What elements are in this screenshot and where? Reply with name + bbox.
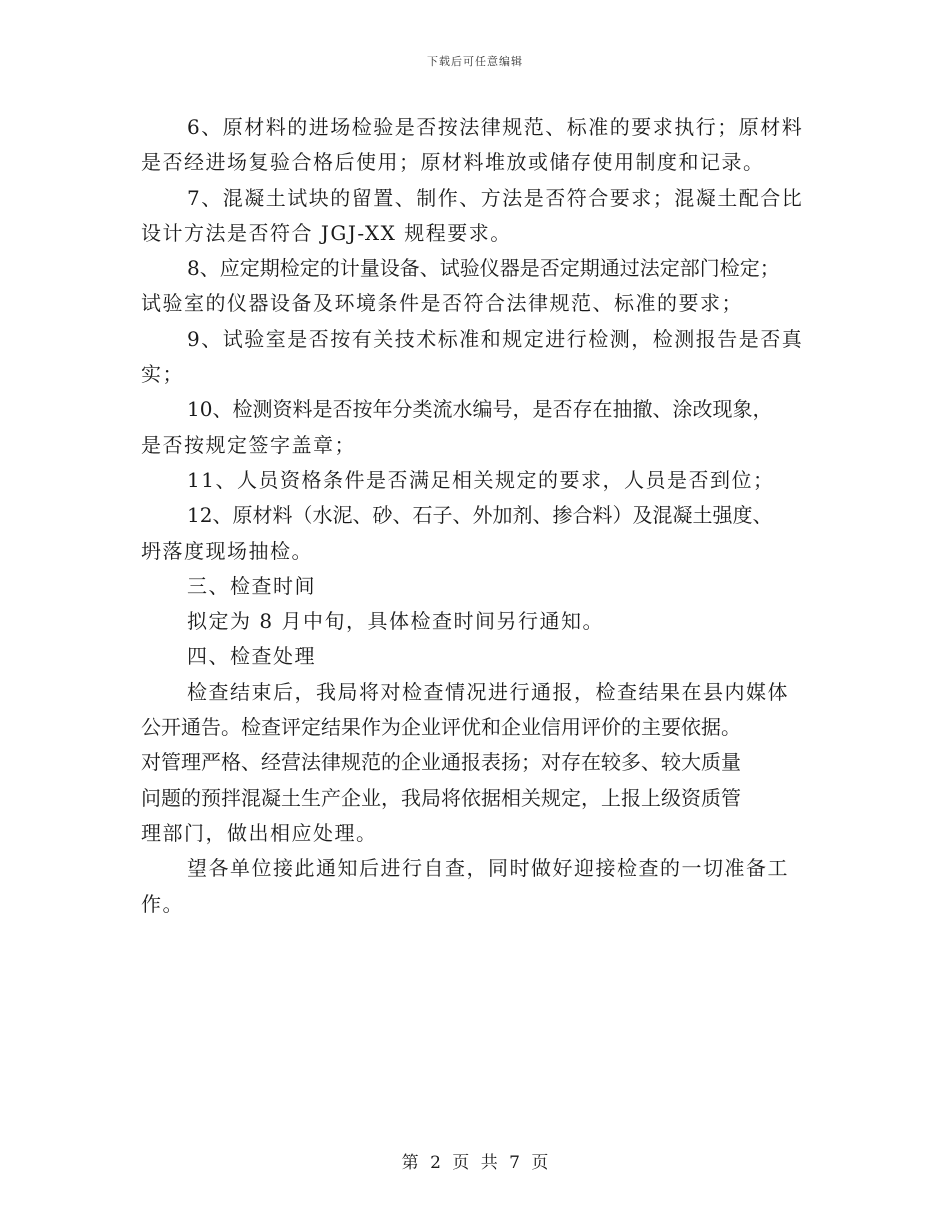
text-line: 10、检测资料是否按年分类流水编号，是否存在抽撤、涂改现象， xyxy=(187,397,773,422)
text-line: 7、混凝土试块的留置、制作、方法是否符合要求；混凝土配合比 xyxy=(187,185,804,210)
text-line: 8、应定期检定的计量设备、试验仪器是否定期通过法定部门检定； xyxy=(187,256,780,281)
text-line: 试验室的仪器设备及环境条件是否符合法律规范、标准的要求； xyxy=(141,291,743,316)
page-footer: 第 2 页 共 7 页 xyxy=(401,1153,549,1173)
text-line: 检查结束后，我局将对检查情况进行通报，检查结果在县内媒体 xyxy=(187,679,789,704)
text-line: 设计方法是否符合 JGJ-XX 规程要求。 xyxy=(141,220,512,245)
document-body xyxy=(141,110,811,922)
text-line: 实； xyxy=(141,362,184,387)
text-line: 望各单位接此通知后进行自查，同时做好迎接检查的一切准备工 xyxy=(187,856,789,881)
section-heading: 三、检查时间 xyxy=(187,573,316,598)
page-header: 下载后可任意编辑 xyxy=(427,55,523,68)
text-line: 11、人员资格条件是否满足相关规定的要求，人员是否到位； xyxy=(187,467,775,492)
text-line: 坍落度现场抽检。 xyxy=(141,538,313,563)
text-line: 公开通告。检查评定结果作为企业评优和企业信用评价的主要依据。 xyxy=(141,715,741,740)
text-line: 是否经进场复验合格后使用；原材料堆放或储存使用制度和记录。 xyxy=(141,150,765,175)
text-line: 对管理严格、经营法律规范的企业通报表扬；对存在较多、较大质量 xyxy=(141,750,741,775)
text-line: 9、试验室是否按有关技术标准和规定进行检测，检测报告是否真 xyxy=(187,326,804,351)
text-line: 是否按规定签字盖章； xyxy=(141,432,356,457)
text-line: 12、原材料（水泥、砂、石子、外加剂、掺合料）及混凝土强度、 xyxy=(187,503,773,528)
section-heading: 四、检查处理 xyxy=(187,644,316,669)
text-line: 理部门，做出相应处理。 xyxy=(141,820,378,845)
text-line: 作。 xyxy=(141,891,184,916)
text-line: 问题的预拌混凝土生产企业，我局将依据相关规定，上报上级资质管 xyxy=(141,785,741,810)
text-line: 拟定为 8 月中旬，具体检查时间另行通知。 xyxy=(187,609,604,634)
text-line: 6、原材料的进场检验是否按法律规范、标准的要求执行；原材料 xyxy=(187,115,804,139)
